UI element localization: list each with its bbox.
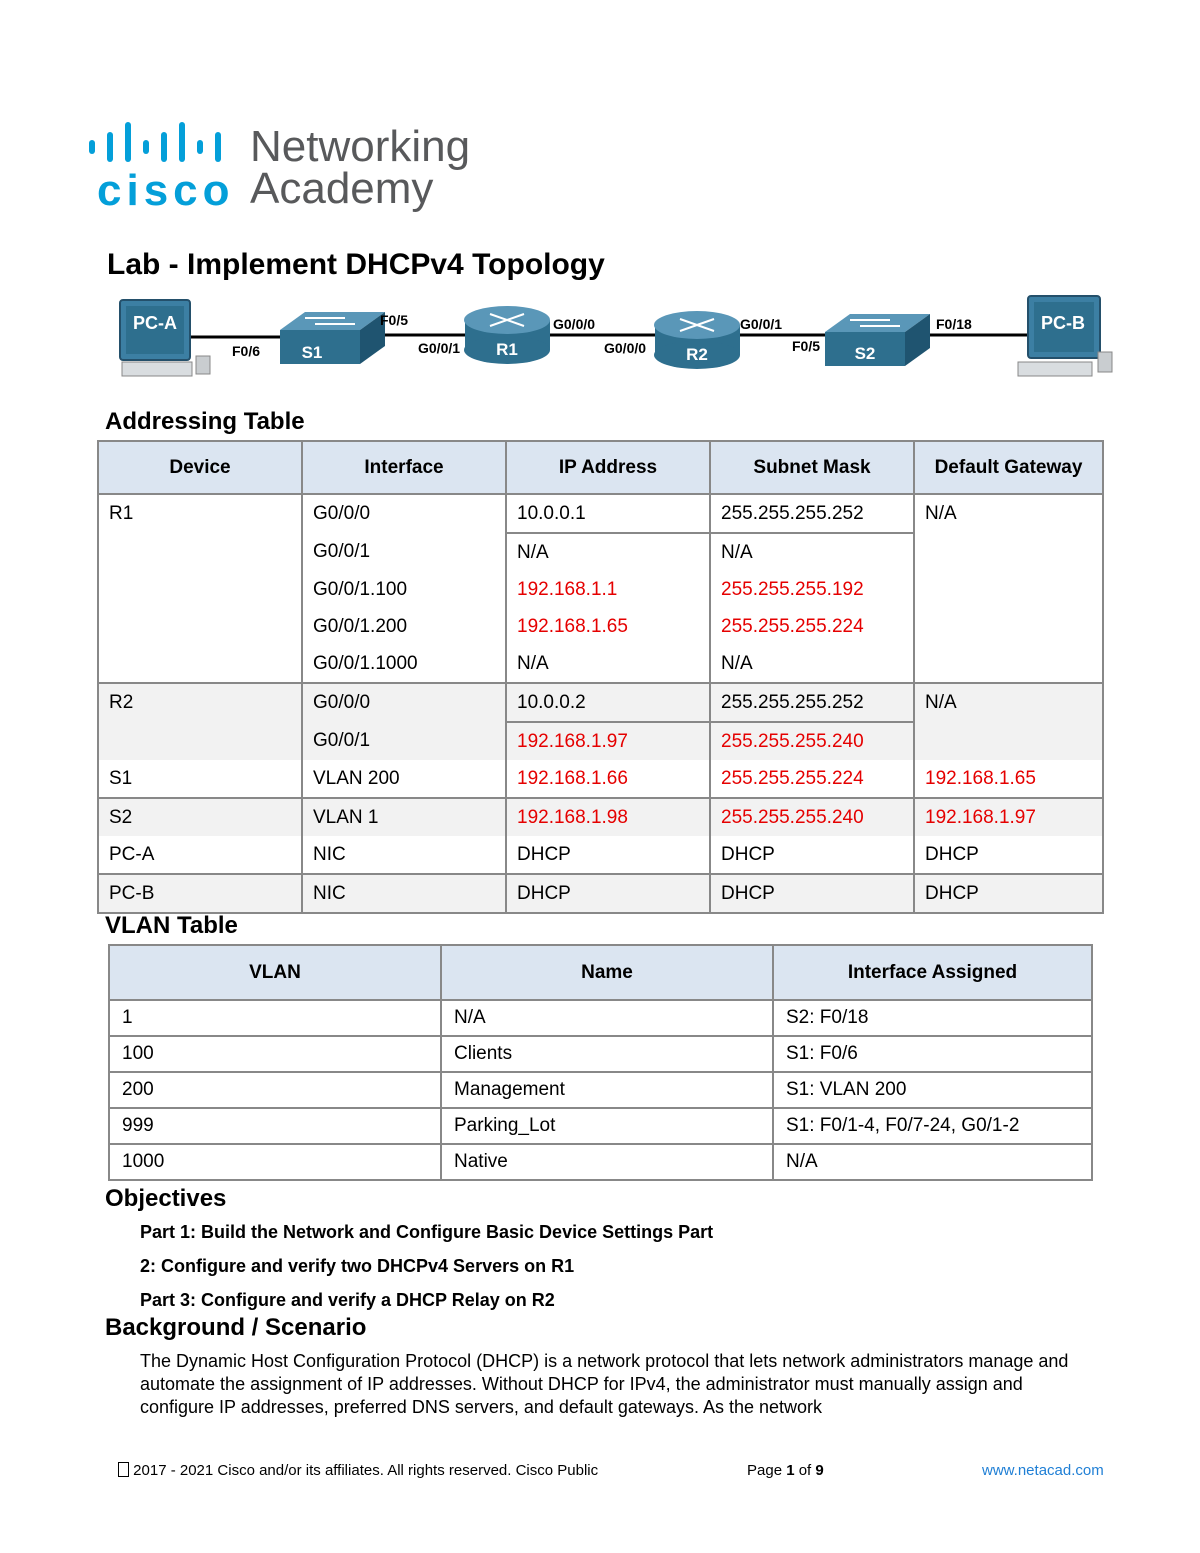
table-cell: N/A bbox=[914, 683, 1103, 722]
table-cell: PC-B bbox=[98, 874, 302, 913]
table-cell: VLAN 1 bbox=[302, 798, 506, 836]
table-row bbox=[98, 571, 1103, 608]
col-header: Name bbox=[441, 945, 773, 1000]
table-cell: S2: F0/18 bbox=[773, 1000, 1092, 1036]
table-cell: DHCP bbox=[506, 874, 710, 913]
table-cell: 255.255.255.240 bbox=[710, 798, 914, 836]
col-header: IP Address bbox=[506, 441, 710, 494]
port-r2-s2: G0/0/1 bbox=[740, 316, 783, 332]
table-cell: DHCP bbox=[914, 874, 1103, 913]
table-cell: 255.255.255.252 bbox=[710, 494, 914, 533]
s1-label: S1 bbox=[301, 343, 323, 362]
table-cell: 255.255.255.192 bbox=[710, 571, 914, 608]
cisco-wordmark: cisco bbox=[97, 166, 235, 215]
table-cell: 255.255.255.240 bbox=[710, 722, 914, 760]
table-row bbox=[98, 494, 1103, 533]
table-cell: N/A bbox=[914, 494, 1103, 533]
page-current: 1 bbox=[786, 1462, 795, 1479]
footer-copyright bbox=[118, 1462, 598, 1479]
table-cell: G0/0/1 bbox=[302, 533, 506, 571]
copyright-text: 2017 - 2021 Cisco and/or its affiliates. All rights reserved. Cisco Public bbox=[129, 1462, 599, 1479]
table-cell: 255.255.255.224 bbox=[710, 760, 914, 798]
table-cell: 255.255.255.224 bbox=[710, 608, 914, 645]
table-row bbox=[98, 836, 1103, 874]
table-cell: 192.168.1.65 bbox=[914, 760, 1103, 798]
port-s1-r1: F0/5 bbox=[380, 312, 409, 328]
background-heading: Background / Scenario bbox=[105, 1314, 367, 1341]
table-cell: G0/0/1.1000 bbox=[302, 645, 506, 683]
table-cell: 200 bbox=[109, 1072, 441, 1108]
table-row bbox=[98, 533, 1103, 571]
table-cell: N/A bbox=[710, 645, 914, 683]
table-cell: Parking_Lot bbox=[441, 1108, 773, 1144]
table-cell bbox=[98, 722, 302, 760]
table-cell: Native bbox=[441, 1144, 773, 1180]
table-cell: DHCP bbox=[710, 874, 914, 913]
table-cell: 1 bbox=[109, 1000, 441, 1036]
pc-b-icon bbox=[1018, 296, 1112, 376]
table-cell: 192.168.1.65 bbox=[506, 608, 710, 645]
addressing-table bbox=[97, 440, 1104, 914]
page-prefix: Page bbox=[747, 1462, 787, 1479]
pc-b-label: PC-B bbox=[1041, 313, 1085, 333]
table-cell: N/A bbox=[773, 1144, 1092, 1180]
table-cell: S2 bbox=[98, 798, 302, 836]
table-row bbox=[98, 874, 1103, 913]
cisco-bars-icon bbox=[85, 118, 245, 168]
table-cell: NIC bbox=[302, 836, 506, 874]
col-header: Interface Assigned bbox=[773, 945, 1092, 1000]
switch-s2-icon bbox=[825, 314, 930, 366]
table-header-row bbox=[98, 441, 1103, 494]
table-cell bbox=[914, 608, 1103, 645]
port-pca-s1: F0/6 bbox=[232, 343, 261, 359]
table-cell: DHCP bbox=[914, 836, 1103, 874]
table-cell: G0/0/0 bbox=[302, 683, 506, 722]
col-header: Default Gateway bbox=[914, 441, 1103, 494]
table-cell: 1000 bbox=[109, 1144, 441, 1180]
table-cell: 10.0.0.2 bbox=[506, 683, 710, 722]
table-cell bbox=[98, 608, 302, 645]
table-row bbox=[98, 645, 1103, 683]
port-r1-s1: G0/0/1 bbox=[418, 340, 461, 356]
table-cell bbox=[914, 645, 1103, 683]
port-r2-r1: G0/0/0 bbox=[604, 340, 647, 356]
switch-s1-icon bbox=[280, 312, 385, 364]
table-cell: 192.168.1.97 bbox=[506, 722, 710, 760]
cisco-networking-academy-logo bbox=[85, 118, 485, 218]
copyright-icon bbox=[118, 1462, 129, 1477]
table-cell: S1: F0/6 bbox=[773, 1036, 1092, 1072]
table-cell: N/A bbox=[710, 533, 914, 571]
table-cell: VLAN 200 bbox=[302, 760, 506, 798]
table-row bbox=[98, 760, 1103, 798]
table-row bbox=[98, 722, 1103, 760]
table-cell: 10.0.0.1 bbox=[506, 494, 710, 533]
table-row bbox=[109, 1000, 1092, 1036]
table-cell: G0/0/1 bbox=[302, 722, 506, 760]
r1-label: R1 bbox=[496, 340, 518, 359]
vlan-table bbox=[108, 944, 1093, 1181]
footer-page-number bbox=[747, 1462, 824, 1479]
table-cell: G0/0/0 bbox=[302, 494, 506, 533]
table-cell bbox=[914, 722, 1103, 760]
logo-line-1: Networking bbox=[250, 122, 471, 171]
table-header-row bbox=[109, 945, 1092, 1000]
table-cell: Clients bbox=[441, 1036, 773, 1072]
r2-label: R2 bbox=[686, 345, 708, 364]
table-cell: 192.168.1.66 bbox=[506, 760, 710, 798]
table-cell bbox=[98, 533, 302, 571]
page-of: of bbox=[794, 1462, 816, 1479]
table-cell: R2 bbox=[98, 683, 302, 722]
table-cell: NIC bbox=[302, 874, 506, 913]
table-cell: 192.168.1.97 bbox=[914, 798, 1103, 836]
table-cell: S1: VLAN 200 bbox=[773, 1072, 1092, 1108]
table-cell: PC-A bbox=[98, 836, 302, 874]
objective-part-2: 2: Configure and verify two DHCPv4 Servers on R1 bbox=[140, 1256, 575, 1276]
table-cell: G0/0/1.200 bbox=[302, 608, 506, 645]
col-header: Interface bbox=[302, 441, 506, 494]
table-row bbox=[109, 1036, 1092, 1072]
table-row bbox=[109, 1108, 1092, 1144]
footer-link[interactable]: www.netacad.com bbox=[982, 1462, 1104, 1479]
table-cell: 100 bbox=[109, 1036, 441, 1072]
topology-diagram bbox=[100, 290, 1120, 390]
table-cell: N/A bbox=[506, 533, 710, 571]
table-cell: DHCP bbox=[710, 836, 914, 874]
table-row bbox=[98, 798, 1103, 836]
table-row bbox=[98, 608, 1103, 645]
addressing-table-heading: Addressing Table bbox=[105, 408, 305, 435]
page-total: 9 bbox=[815, 1462, 824, 1479]
table-cell: N/A bbox=[441, 1000, 773, 1036]
table-cell: 255.255.255.252 bbox=[710, 683, 914, 722]
col-header: VLAN bbox=[109, 945, 441, 1000]
table-cell bbox=[914, 533, 1103, 571]
table-row bbox=[98, 683, 1103, 722]
objective-part-1: Part 1: Build the Network and Configure Basic Device Settings Part bbox=[140, 1222, 714, 1242]
table-row bbox=[109, 1144, 1092, 1180]
table-cell: Management bbox=[441, 1072, 773, 1108]
s2-label: S2 bbox=[854, 344, 876, 363]
table-cell: S1: F0/1-4, F0/7-24, G0/1-2 bbox=[773, 1108, 1092, 1144]
table-cell: R1 bbox=[98, 494, 302, 533]
table-cell bbox=[98, 571, 302, 608]
table-cell: S1 bbox=[98, 760, 302, 798]
port-s2-pcb: F0/18 bbox=[936, 316, 972, 332]
table-cell bbox=[914, 571, 1103, 608]
col-header: Device bbox=[98, 441, 302, 494]
page-title: Lab - Implement DHCPv4 Topology bbox=[107, 248, 605, 281]
vlan-table-heading: VLAN Table bbox=[105, 912, 238, 939]
table-cell: 192.168.1.1 bbox=[506, 571, 710, 608]
table-row bbox=[109, 1072, 1092, 1108]
table-cell: 999 bbox=[109, 1108, 441, 1144]
port-r1-r2: G0/0/0 bbox=[553, 316, 596, 332]
table-cell: 192.168.1.98 bbox=[506, 798, 710, 836]
background-paragraph: The Dynamic Host Configuration Protocol (DHCP) is a network protocol that lets network administrators manage and automate the assignment of IP addresses. Without DHCP for IPv4, the administrator must manually assign and configure IP addresses, preferred DNS servers, and default gateways. As the network bbox=[140, 1351, 1069, 1417]
logo-line-2: Academy bbox=[250, 164, 434, 213]
pc-a-label: PC-A bbox=[133, 313, 177, 333]
table-cell bbox=[98, 645, 302, 683]
objectives-heading: Objectives bbox=[105, 1185, 227, 1212]
col-header: Subnet Mask bbox=[710, 441, 914, 494]
table-cell: N/A bbox=[506, 645, 710, 683]
table-cell: DHCP bbox=[506, 836, 710, 874]
table-cell: G0/0/1.100 bbox=[302, 571, 506, 608]
objective-part-3: Part 3: Configure and verify a DHCP Relay on R2 bbox=[140, 1290, 555, 1310]
port-s2-r2: F0/5 bbox=[792, 338, 821, 354]
